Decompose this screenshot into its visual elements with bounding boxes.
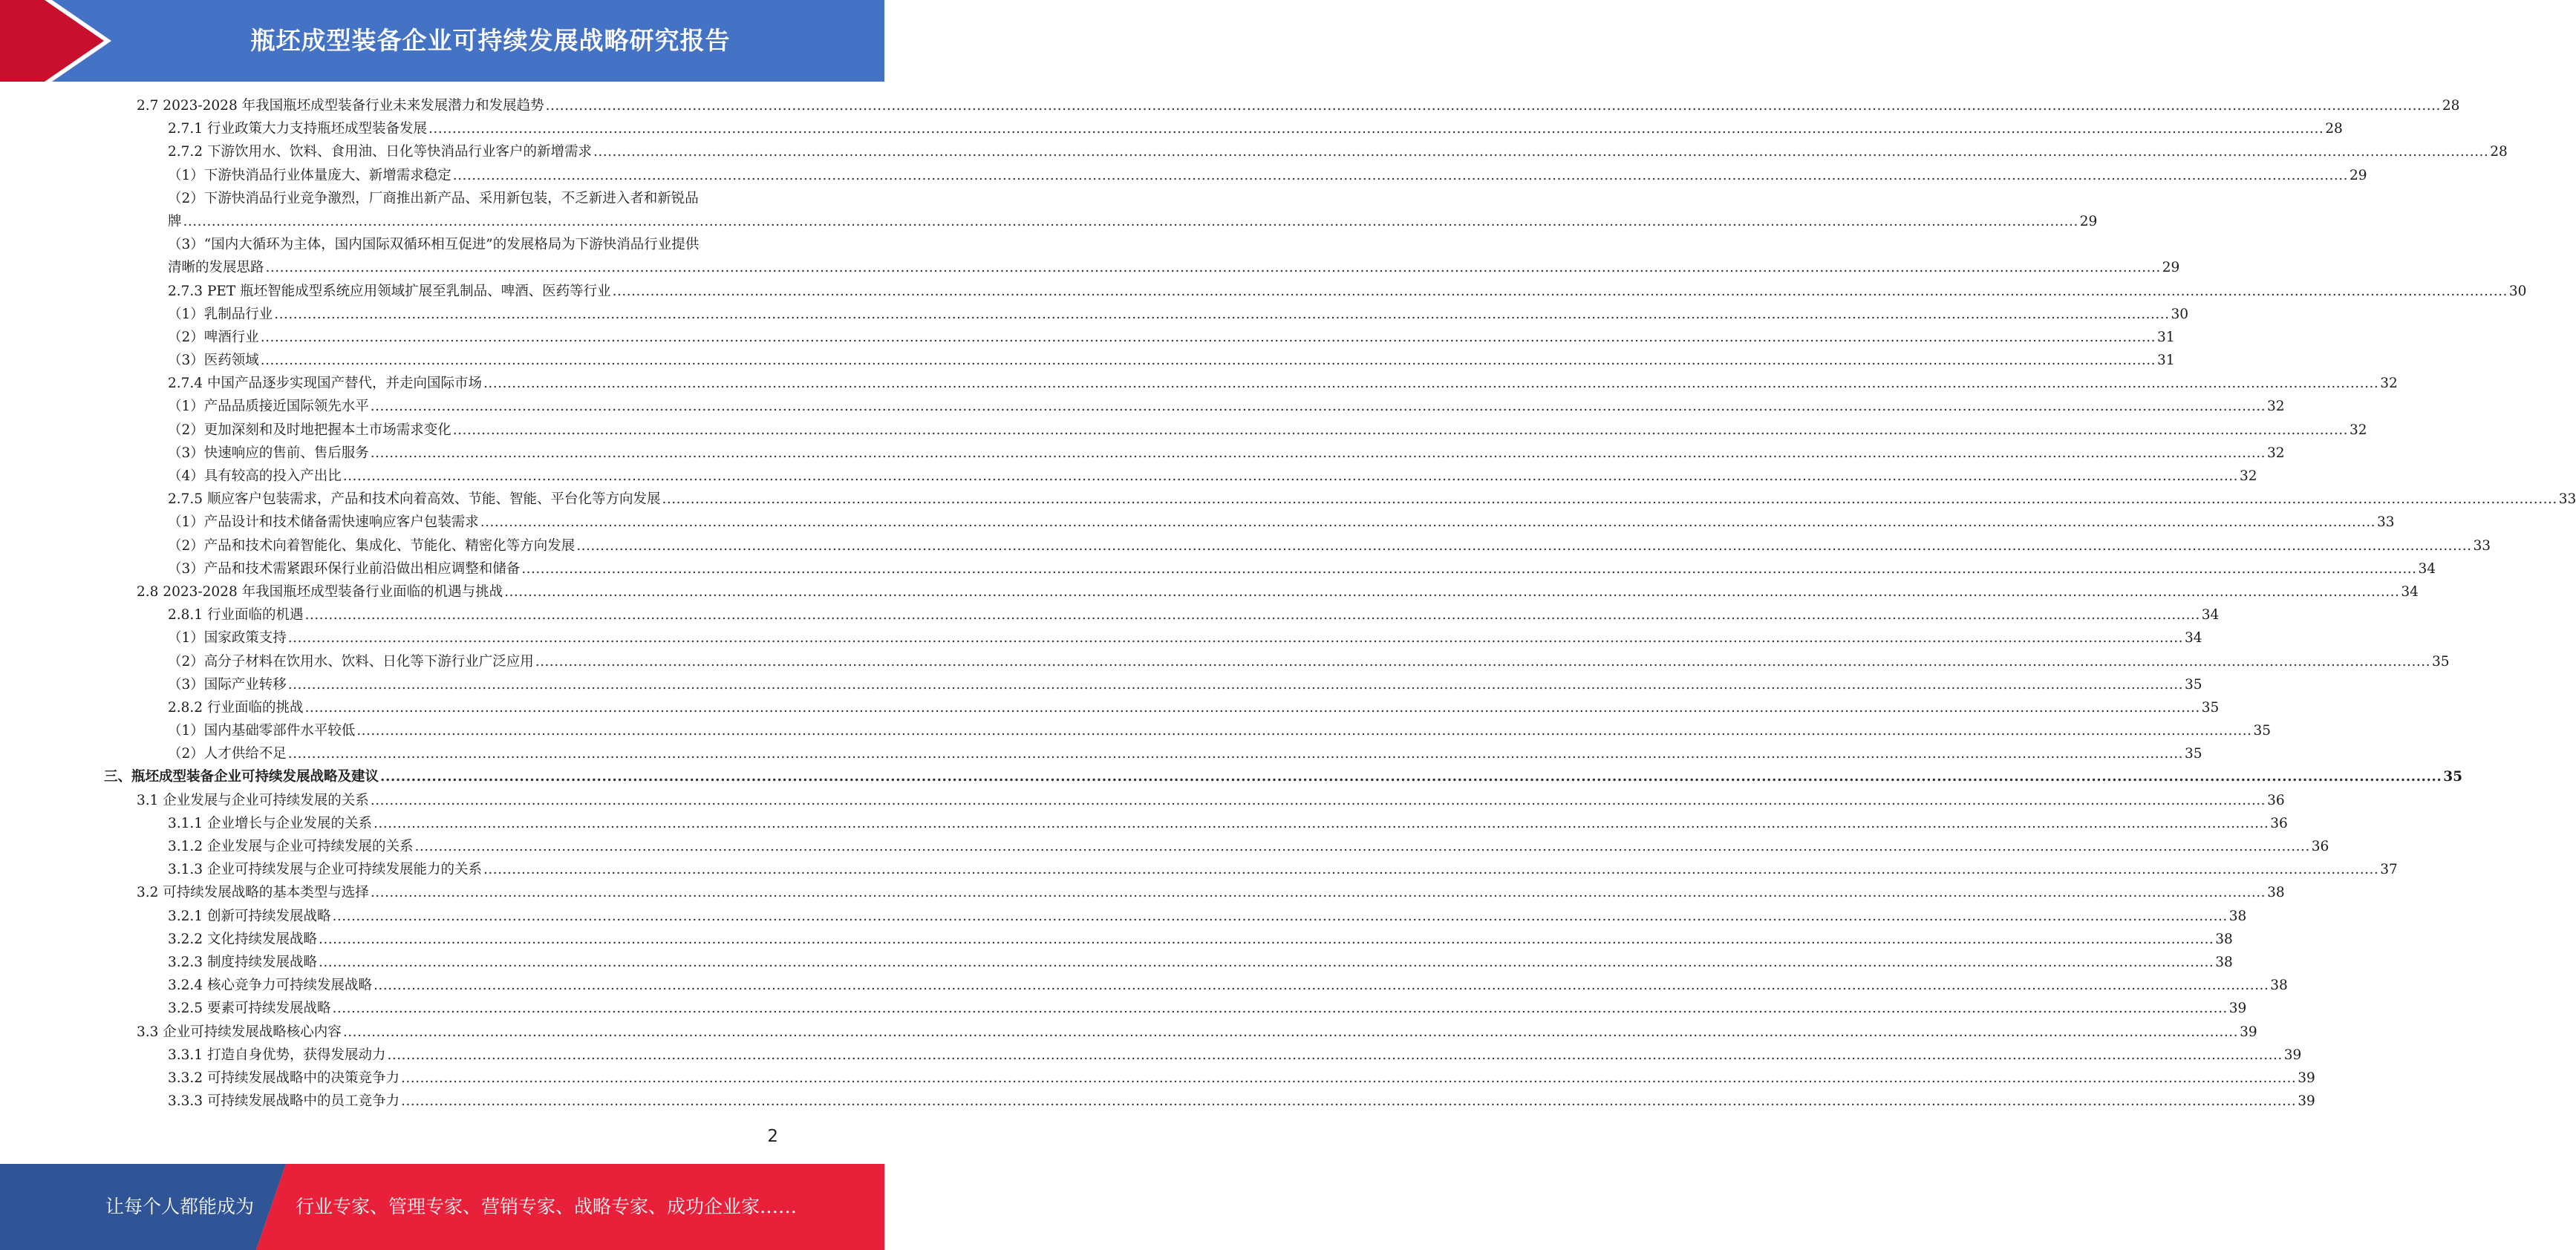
toc-entry-text: （1）下游快消品行业体量庞大、新增需求稳定 [168,167,451,183]
toc-entry-text: 2.8.2 行业面临的挑战 [168,699,304,716]
toc-leader-dots: ................................................................................................................................................................................................................................................................................................................................................................................................................ [287,746,2184,762]
page-footer [0,1164,884,1250]
toc-entry-text: （2）高分子材料在饮用水、饮料、日化等下游行业广泛应用 [168,653,534,670]
toc-page-number: 29 [2350,167,2367,183]
toc-page-number: 38 [2215,954,2233,970]
toc-entry[interactable] [0,742,2202,765]
page-header [0,0,884,82]
toc-entry-text: 清晰的发展思路 [168,260,264,276]
page-number: 2 [767,1127,778,1146]
toc-leader-dots: ................................................................................................................................................................................................................................................................................................................................................................................................................ [370,445,2266,461]
toc-page-number: 31 [2157,353,2175,369]
toc-page-number: 36 [2267,792,2285,808]
toc-entry-text: （1）国内基础零部件水平较低 [168,723,356,739]
toc-entry[interactable] [0,696,2220,719]
toc-page-number: 32 [2240,468,2257,484]
toc-entry-text: 2.7.2 下游饮用水、饮料、食用油、日化等快消品行业客户的新增需求 [168,144,592,160]
toc-entry-text: 3.3.1 打造自身优势，获得发展动力 [168,1047,386,1063]
toc-leader-dots: ................................................................................................................................................................................................................................................................................................................................................................................................................ [370,792,2266,808]
toc-entry-text: （3）产品和技术需紧跟环保行业前沿做出相应调整和储备 [168,560,521,577]
toc-page-number: 35 [2432,653,2450,670]
toc-entry-continuation[interactable] [0,210,2098,233]
toc-page-number: 35 [2201,699,2220,716]
toc-leader-dots: ................................................................................................................................................................................................................................................................................................................................................................................................................ [265,260,2161,276]
toc-entry-text: 3.2.2 文化持续发展战略 [168,931,317,947]
toc-page-number: 39 [2283,1047,2302,1063]
toc-entry[interactable] [0,1067,2315,1090]
toc-leader-dots: ................................................................................................................................................................................................................................................................................................................................................................................................................ [260,353,2156,369]
toc-page-number: 32 [2380,376,2398,392]
toc-page-number: 38 [2267,885,2285,901]
toc-leader-dots: ................................................................................................................................................................................................................................................................................................................................................................................................................ [332,908,2228,924]
toc-entry-text: （2）更加深刻和及时地把握本土市场需求变化 [168,422,451,438]
toc-entry[interactable] [0,488,2576,511]
toc-page-number: 39 [2228,1001,2247,1017]
toc-entry[interactable] [0,465,2257,488]
toc-leader-dots: ................................................................................................................................................................................................................................................................................................................................................................................................................ [452,422,2349,438]
toc-entry-text: （2）人才供给不足 [168,746,287,762]
toc-page-number: 39 [2298,1070,2315,1086]
toc-page-number: 34 [2185,630,2202,647]
toc-entry-text: 3.1.3 企业可持续发展与企业可持续发展能力的关系 [168,862,482,878]
toc-page-number: 34 [2418,560,2436,577]
toc-page-number: 29 [2079,213,2098,229]
toc-entry-text: （1）产品设计和技术储备需快速响应客户包装需求 [168,514,479,531]
toc-entry-text: （3）医药领域 [168,353,259,369]
toc-entry[interactable] [0,117,2343,140]
toc-entry-text: 2.7.4 中国产品逐步实现国产替代，并走向国际市场 [168,376,482,392]
footer-slogan-right: 行业专家、管理专家、营销专家、战略专家、成功企业家…… [296,1196,798,1217]
toc-entry[interactable] [0,557,2436,580]
toc-entry-text: 3.3.2 可持续发展战略中的决策竞争力 [168,1070,400,1086]
toc-page-number: 39 [2298,1093,2315,1110]
toc-page-number: 36 [2270,815,2288,831]
toc-entry[interactable] [0,511,2395,534]
toc-leader-dots: ................................................................................................................................................................................................................................................................................................................................................................................................................ [318,954,2214,970]
toc-page-number: 28 [2490,144,2508,160]
toc-leader-dots: ................................................................................................................................................................................................................................................................................................................................................................................................................ [370,399,2266,415]
toc-leader-dots: ................................................................................................................................................................................................................................................................................................................................................................................................................ [342,1024,2239,1040]
toc-leader-dots: ................................................................................................................................................................................................................................................................................................................................................................................................................ [400,1093,2297,1110]
toc-entry[interactable] [0,812,2288,835]
toc-entry-text: 3.2.1 创新可持续发展战略 [168,908,331,924]
toc-entry[interactable] [0,1090,2315,1113]
toc-leader-dots: ................................................................................................................................................................................................................................................................................................................................................................................................................ [332,1001,2228,1017]
toc-entry-text: 牌 [168,213,182,229]
toc-leader-dots: ................................................................................................................................................................................................................................................................................................................................................................................................................ [342,468,2239,484]
toc-entry[interactable] [0,140,2508,163]
toc-leader-dots: ................................................................................................................................................................................................................................................................................................................................................................................................................ [387,1047,2283,1063]
toc-entry[interactable] [0,580,2419,603]
toc-entry[interactable] [0,951,2233,974]
toc-entry[interactable] [0,673,2202,696]
toc-entry-continuation[interactable] [0,256,2180,279]
toc-page-number: 38 [2228,908,2247,924]
toc-entry[interactable] [0,765,2463,788]
toc-entry-text: （1）国家政策支持 [168,630,287,647]
toc-leader-dots: ................................................................................................................................................................................................................................................................................................................................................................................................................ [521,560,2417,577]
toc-entry[interactable] [0,303,2189,326]
toc-entry-text: 3.2.4 核心竞争力可持续发展战略 [168,978,372,994]
toc-entry[interactable] [0,789,2285,812]
toc-page-number: 29 [2162,260,2180,276]
toc-entry[interactable] [0,233,884,256]
toc-leader-dots: ................................................................................................................................................................................................................................................................................................................................................................................................................ [373,815,2269,831]
toc-entry[interactable] [0,534,2491,557]
toc-leader-dots: ................................................................................................................................................................................................................................................................................................................................................................................................................ [287,676,2184,693]
toc-leader-dots: ................................................................................................................................................................................................................................................................................................................................................................................................................ [576,537,2472,554]
toc-leader-dots: ................................................................................................................................................................................................................................................................................................................................................................................................................ [304,607,2200,624]
toc-entry[interactable] [0,349,2175,372]
toc-entry-text: （1）乳制品行业 [168,306,273,322]
toc-leader-dots: ................................................................................................................................................................................................................................................................................................................................................................................................................ [662,491,2557,508]
toc-entry[interactable] [0,719,2272,742]
toc-entry-text: 2.7.3 PET 瓶坯智能成型系统应用领域扩展至乳制品、啤酒、医药等行业 [168,283,611,299]
toc-leader-dots: ................................................................................................................................................................................................................................................................................................................................................................................................................ [535,653,2431,670]
toc-page-number: 30 [2171,306,2189,322]
toc-entry[interactable] [0,326,2175,349]
toc-leader-dots: ................................................................................................................................................................................................................................................................................................................................................................................................................ [287,630,2184,647]
toc-leader-dots: ................................................................................................................................................................................................................................................................................................................................................................................................................ [400,1070,2297,1086]
toc-page-number: 33 [2558,491,2576,508]
toc-page-number: 37 [2380,862,2398,878]
toc-page-number: 34 [2201,607,2220,624]
toc-page-number: 35 [2185,676,2202,693]
red-chevron-icon [0,0,119,82]
toc-leader-dots: ................................................................................................................................................................................................................................................................................................................................................................................................................ [428,121,2324,137]
toc-page-number: 36 [2311,839,2329,854]
toc-entry[interactable] [0,603,2220,626]
toc-leader-dots: ................................................................................................................................................................................................................................................................................................................................................................................................................ [318,931,2214,947]
toc-leader-dots: ................................................................................................................................................................................................................................................................................................................................................................................................................ [452,167,2349,183]
toc-page-number: 28 [2442,98,2460,114]
footer-slogan-left: 让每个人都能成为 [105,1196,255,1217]
toc-page-number: 33 [2377,514,2395,531]
toc-entry[interactable] [0,881,2285,904]
toc-page-number: 32 [2267,399,2285,415]
toc-entry-text: 3.2.3 制度持续发展战略 [168,954,317,970]
toc-entry[interactable] [0,395,2285,418]
toc-entry-text: （3）国际产业转移 [168,676,287,693]
toc-page-number: 30 [2508,283,2527,299]
toc-entry[interactable] [0,164,2367,187]
toc-page-number: 35 [2253,723,2272,739]
toc-page-number: 33 [2473,537,2491,554]
toc-entry[interactable] [0,835,2329,858]
toc-entry-text: 2.8.1 行业面临的机遇 [168,607,304,624]
toc-entry-text: （2）下游快消品行业竞争激烈，厂商推出新产品、采用新包装，不乏新进入者和新锐品 [168,190,699,206]
toc-entry[interactable] [0,905,2247,928]
toc-entry[interactable] [0,187,884,210]
toc-entry-text: （3）快速响应的售前、售后服务 [168,445,369,461]
toc-entry-text: 2.7 2023-2028 年我国瓶坯成型装备行业未来发展潜力和发展趋势 [137,98,544,114]
toc-page-number: 31 [2157,329,2175,345]
toc-entry[interactable] [0,626,2202,649]
toc-entry-text: 3.1.2 企业发展与企业可持续发展的关系 [168,839,414,854]
toc-entry-text: （2）啤酒行业 [168,329,259,345]
toc-entry-text: 3.2 可持续发展战略的基本类型与选择 [137,885,369,901]
toc-entry-text: （1）产品品质接近国际领先水平 [168,399,369,415]
toc-entry[interactable] [0,94,2460,117]
toc-leader-dots: ................................................................................................................................................................................................................................................................................................................................................................................................................ [483,862,2379,878]
toc-page-number: 32 [2350,422,2367,438]
toc-leader-dots: ................................................................................................................................................................................................................................................................................................................................................................................................................ [483,376,2379,392]
toc-entry-text: 三、瓶坯成型装备企业可持续发展战略及建议 [104,769,379,785]
toc-entry[interactable] [0,419,2367,442]
toc-entry-text: （3）“国内大循环为主体，国内国际双循环相互促进”的发展格局为下游快消品行业提供 [168,237,700,253]
toc-entry-text: 3.3 企业可持续发展战略核心内容 [137,1024,342,1040]
toc-page-number: 35 [2443,769,2463,785]
toc-leader-dots: ................................................................................................................................................................................................................................................................................................................................................................................................................ [380,769,2442,785]
toc-entry-text: 3.2.5 要素可持续发展战略 [168,1001,331,1017]
toc-entry[interactable] [0,1021,2257,1044]
toc-entry[interactable] [0,280,2527,303]
toc-leader-dots: ................................................................................................................................................................................................................................................................................................................................................................................................................ [593,144,2489,160]
toc-page-number: 28 [2325,121,2343,137]
toc-leader-dots: ................................................................................................................................................................................................................................................................................................................................................................................................................ [414,839,2310,854]
toc-entry-text: 3.3.3 可持续发展战略中的员工竞争力 [168,1093,400,1110]
toc-entry[interactable] [0,928,2233,951]
toc-leader-dots: ................................................................................................................................................................................................................................................................................................................................................................................................................ [183,213,2078,229]
toc-page-number: 32 [2267,445,2285,461]
toc-leader-dots: ................................................................................................................................................................................................................................................................................................................................................................................................................ [356,723,2252,739]
toc-leader-dots: ................................................................................................................................................................................................................................................................................................................................................................................................................ [260,329,2156,345]
toc-leader-dots: ................................................................................................................................................................................................................................................................................................................................................................................................................ [370,885,2266,901]
toc-entry-text: 2.7.5 顺应客户包装需求，产品和技术向着高效、节能、智能、平台化等方向发展 [168,491,661,508]
toc-entry[interactable] [0,974,2288,997]
toc-page-number: 38 [2215,931,2233,947]
toc-entry-text: 2.8 2023-2028 年我国瓶坯成型装备行业面临的机遇与挑战 [137,583,503,600]
toc-entry[interactable] [0,442,2285,465]
toc-entry[interactable] [0,858,2398,881]
toc-leader-dots: ................................................................................................................................................................................................................................................................................................................................................................................................................ [373,978,2269,994]
toc-entry[interactable] [0,1044,2302,1067]
toc-entry[interactable] [0,650,2450,673]
toc-entry-text: （2）产品和技术向着智能化、集成化、节能化、精密化等方向发展 [168,537,575,554]
toc-page-number: 35 [2185,746,2202,762]
toc-leader-dots: ................................................................................................................................................................................................................................................................................................................................................................................................................ [545,98,2441,114]
report-title: 瓶坯成型装备企业可持续发展战略研究报告 [250,26,731,55]
toc-entry-text: （4）具有较高的投入产出比 [168,468,342,484]
toc-page-number: 39 [2240,1024,2257,1040]
toc-leader-dots: ................................................................................................................................................................................................................................................................................................................................................................................................................ [612,283,2508,299]
toc-leader-dots: ................................................................................................................................................................................................................................................................................................................................................................................................................ [480,514,2376,531]
toc-entry[interactable] [0,372,2398,395]
toc-leader-dots: ................................................................................................................................................................................................................................................................................................................................................................................................................ [274,306,2170,322]
toc-leader-dots: ................................................................................................................................................................................................................................................................................................................................................................................................................ [304,699,2200,716]
toc-entry-text: 2.7.1 行业政策大力支持瓶坯成型装备发展 [168,121,427,137]
toc-page-number: 38 [2270,978,2288,994]
toc-entry-text: 3.1.1 企业增长与企业发展的关系 [168,815,372,831]
toc-entry-text: 3.1 企业发展与企业可持续发展的关系 [137,792,369,808]
toc-page-number: 34 [2401,583,2419,600]
table-of-contents [0,94,2576,1113]
toc-entry[interactable] [0,997,2247,1020]
toc-leader-dots: ................................................................................................................................................................................................................................................................................................................................................................................................................ [504,583,2400,600]
